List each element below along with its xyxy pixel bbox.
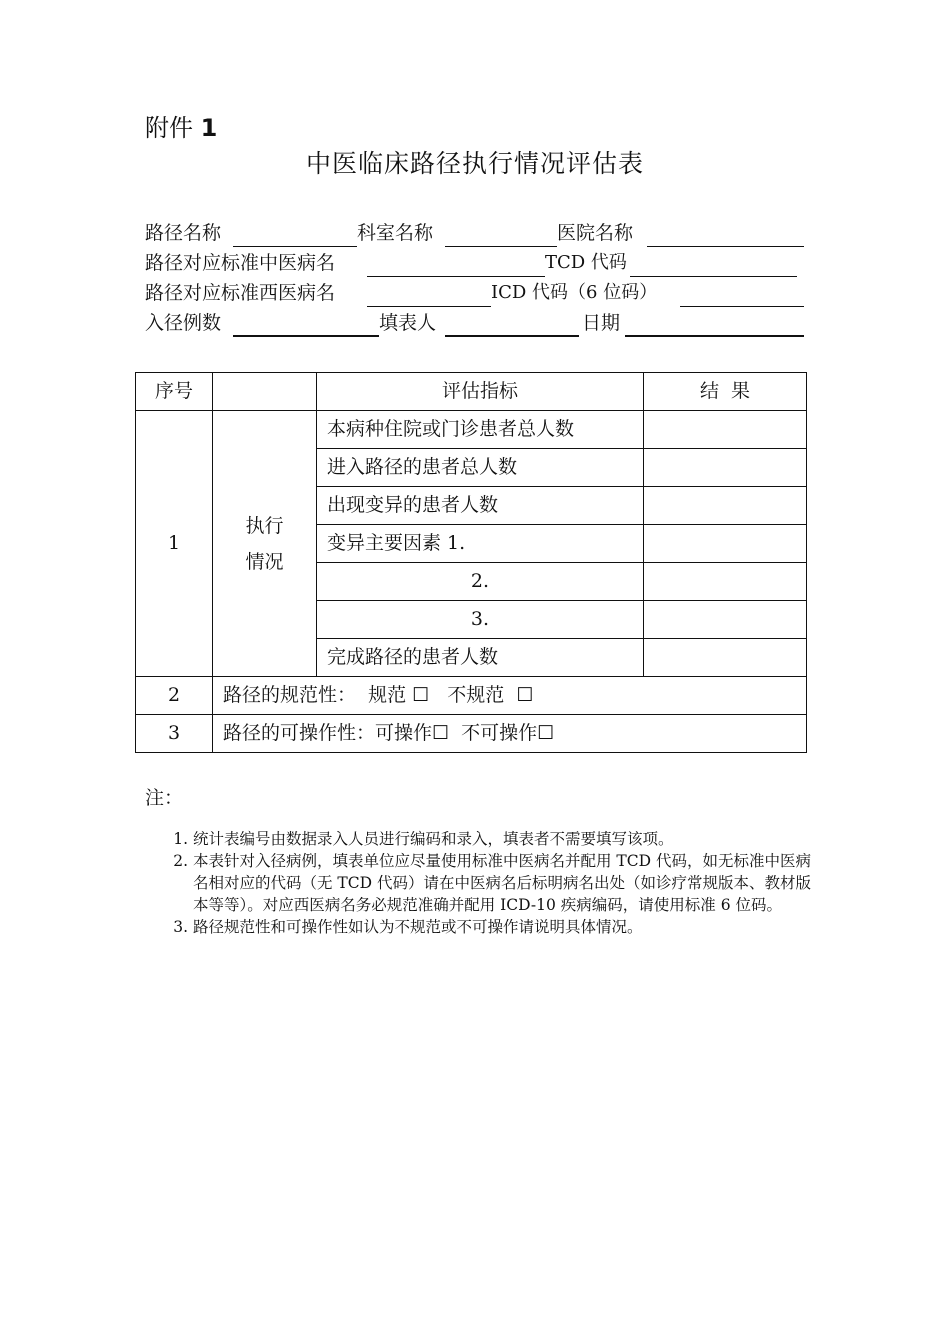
- wm-disease-blank[interactable]: [367, 306, 491, 307]
- group1-label: [213, 411, 317, 677]
- result-cell[interactable]: [644, 601, 807, 639]
- result-cell[interactable]: [644, 525, 807, 563]
- header-indicator: 评估指标: [317, 373, 644, 411]
- result-cell[interactable]: [644, 563, 807, 601]
- row2-normative[interactable]: 路径的规范性： 规范 ☐ 不规范 ☐: [213, 677, 807, 715]
- filler-label: 填表人: [379, 312, 437, 334]
- indicator-cell: 2.: [317, 563, 644, 601]
- tcd-code-label: TCD 代码: [545, 252, 627, 273]
- tcd-code-blank[interactable]: [630, 276, 797, 277]
- hospital-name-blank[interactable]: [647, 246, 804, 247]
- result-cell[interactable]: [644, 449, 807, 487]
- header-result: 结 果: [644, 373, 807, 411]
- row2-seq: 2: [136, 677, 213, 715]
- evaluation-table: [135, 372, 807, 753]
- hospital-name-label: 医院名称: [557, 222, 634, 244]
- group1-label-line1: 执行: [245, 514, 284, 537]
- notes-list: [145, 828, 817, 938]
- notes-section: [145, 783, 817, 938]
- table-row: [136, 411, 807, 449]
- wm-disease-label: 路径对应标准西医病名: [145, 282, 336, 304]
- field-row-3: [145, 278, 807, 308]
- date-blank[interactable]: [625, 335, 804, 337]
- attachment-text: 附件: [145, 114, 193, 142]
- indicator-cell: 变异主要因素 1.: [317, 525, 644, 563]
- filler-blank[interactable]: [445, 335, 579, 337]
- field-row-2: [145, 248, 807, 278]
- dept-name-blank[interactable]: [445, 246, 557, 247]
- icd-code-label: ICD 代码（6 位码）: [491, 282, 658, 303]
- group1-seq: 1: [136, 411, 213, 677]
- case-count-label: 入径例数: [145, 312, 222, 334]
- attachment-number: 1: [200, 114, 218, 142]
- form-fields: [145, 218, 807, 338]
- tcm-disease-blank[interactable]: [367, 276, 545, 277]
- icd-code-blank[interactable]: [680, 306, 804, 307]
- case-count-blank[interactable]: [233, 335, 379, 337]
- result-cell[interactable]: [644, 487, 807, 525]
- row3-operability[interactable]: 路径的可操作性：可操作☐ 不可操作☐: [213, 715, 807, 753]
- header-seq: 序号: [136, 373, 213, 411]
- indicator-cell: 出现变异的患者人数: [317, 487, 644, 525]
- table-row: [136, 677, 807, 715]
- note-item: 1. 统计表编号由数据录入人员进行编码和录入，填表者不需要填写该项。: [193, 828, 817, 850]
- field-row-1: [145, 218, 807, 248]
- group1-label-line2: 情况: [245, 550, 284, 573]
- row3-seq: 3: [136, 715, 213, 753]
- indicator-cell: 3.: [317, 601, 644, 639]
- note-item: 3. 路径规范性和可操作性如认为不规范或不可操作请说明具体情况。: [193, 916, 817, 938]
- indicator-cell: 本病种住院或门诊患者总人数: [317, 411, 644, 449]
- result-cell[interactable]: [644, 411, 807, 449]
- tcm-disease-label: 路径对应标准中医病名: [145, 252, 336, 274]
- table-row: [136, 715, 807, 753]
- field-row-4: [145, 308, 807, 338]
- attachment-label: [145, 108, 217, 143]
- indicator-cell: 完成路径的患者人数: [317, 639, 644, 677]
- notes-label: 注：: [145, 787, 184, 809]
- note-item: 2. 本表针对入径病例，填表单位应尽量使用标准中医病名并配用 TCD 代码，如无标准中医病名相对应的代码（无 TCD 代码）请在中医病名后标明病名出处（如诊疗常规版本、教材版本等等）。对应西医病名务必规范准确并配用 ICD-10 疾病编码，请使用标准 6 位码。: [193, 850, 817, 916]
- indicator-cell: 进入路径的患者总人数: [317, 449, 644, 487]
- header-blank: [213, 373, 317, 411]
- page-title: 中医临床路径执行情况评估表: [305, 149, 644, 178]
- dept-name-label: 科室名称: [357, 222, 434, 244]
- result-cell[interactable]: [644, 639, 807, 677]
- date-label: 日期: [582, 312, 621, 334]
- path-name-blank[interactable]: [233, 246, 357, 247]
- table-header-row: [136, 373, 807, 411]
- path-name-label: 路径名称: [145, 222, 222, 244]
